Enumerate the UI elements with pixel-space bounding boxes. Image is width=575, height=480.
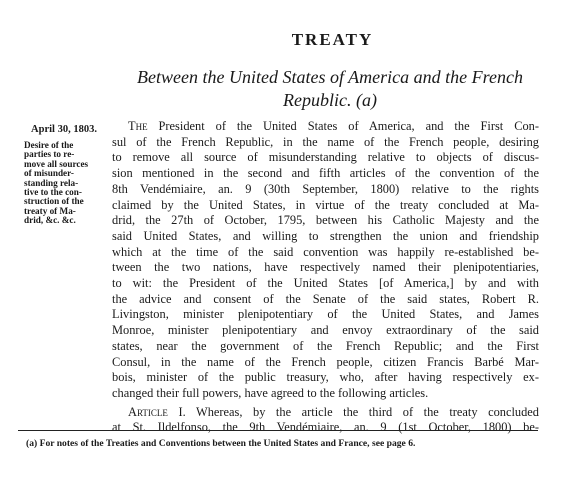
body-line: at St. Ildelfonso, the 9th Vendémiaire, an. 9 (1st October, 1800) be- xyxy=(112,420,539,435)
article1-first-line: Whereas, by the article the third of the treaty concluded xyxy=(185,404,539,419)
margin-note-line: standing rela- xyxy=(24,177,79,188)
body-line: Monroe, minister plenipotentiary and envoy extraordinary of the said xyxy=(112,323,539,338)
body-line: to wit: the President of the United States [of America,] by and with xyxy=(112,276,539,291)
body-line: sul of the French Republic, in the name of the French people, desiring xyxy=(112,134,539,149)
body-line: tween the two nations, have respectively named their plenipotentiaries, xyxy=(112,260,539,275)
margin-note-line: drid, &c. &c. xyxy=(24,215,76,226)
body-line: to remove all source of misunderstanding relative to objects of discus- xyxy=(112,150,539,165)
body-line: said United States, and willing to strengthen the union and friendship xyxy=(112,228,539,243)
treaty-title: TREATY xyxy=(291,30,374,49)
body-line xyxy=(112,119,539,135)
body-line: the advice and consent of the Senate of the said states, Robert R. xyxy=(112,291,539,306)
footnote-rule xyxy=(18,430,538,431)
margin-note-line: tive to the con- xyxy=(24,187,82,198)
para1-lead: The xyxy=(128,119,148,133)
body-line: states, near the government of the French Republic; and the First xyxy=(112,338,539,353)
treaty-body xyxy=(112,119,539,436)
body-line: claimed by the United States, in virtue of the treaty concluded at Ma- xyxy=(112,197,539,212)
treaty-subtitle: Between the United States of America and the French Republic. (a) xyxy=(137,67,523,110)
margin-note-line: move all sources xyxy=(24,158,89,169)
body-line: Livingston, minister plenipotentiary of the United States, and James xyxy=(112,307,539,322)
margin-note-line: Desire of the xyxy=(24,140,74,150)
margin-note-line: struction of the xyxy=(24,196,84,207)
body-line: which at the time of the said convention was happily re-established be- xyxy=(112,244,539,259)
margin-note-line: treaty of Ma- xyxy=(24,205,76,216)
body-line: changed their full powers, have agreed to the following articles. xyxy=(112,385,429,400)
para1-first-line: President of the United States of America, and the First Con- xyxy=(147,119,539,133)
body-line: bois, minister of the public treasury, who, after having respectively ex- xyxy=(112,370,539,385)
margin-date: April 30, 1803. xyxy=(31,124,97,135)
body-line xyxy=(112,405,539,421)
body-line: sion mentioned in the second and fifth articles of the convention of the xyxy=(112,166,539,181)
margin-note-line: parties to re- xyxy=(24,149,75,160)
body-line: drid, the 27th of October, 1795, between his Catholic Majesty and the xyxy=(112,213,539,228)
margin-note-line: of misunder- xyxy=(24,168,74,179)
margin-note xyxy=(24,141,104,226)
article1-lead: Article I. xyxy=(128,404,186,419)
footnote: (a) For notes of the Treaties and Conventions between the United States and France, see page 6. xyxy=(26,438,416,449)
body-line: Consul, in the name of the French people, citizen Francis Barbé Mar- xyxy=(112,354,539,369)
body-line: 8th Vendémiaire, an. 9 (30th September, 1800) relative to the rights xyxy=(112,181,539,196)
